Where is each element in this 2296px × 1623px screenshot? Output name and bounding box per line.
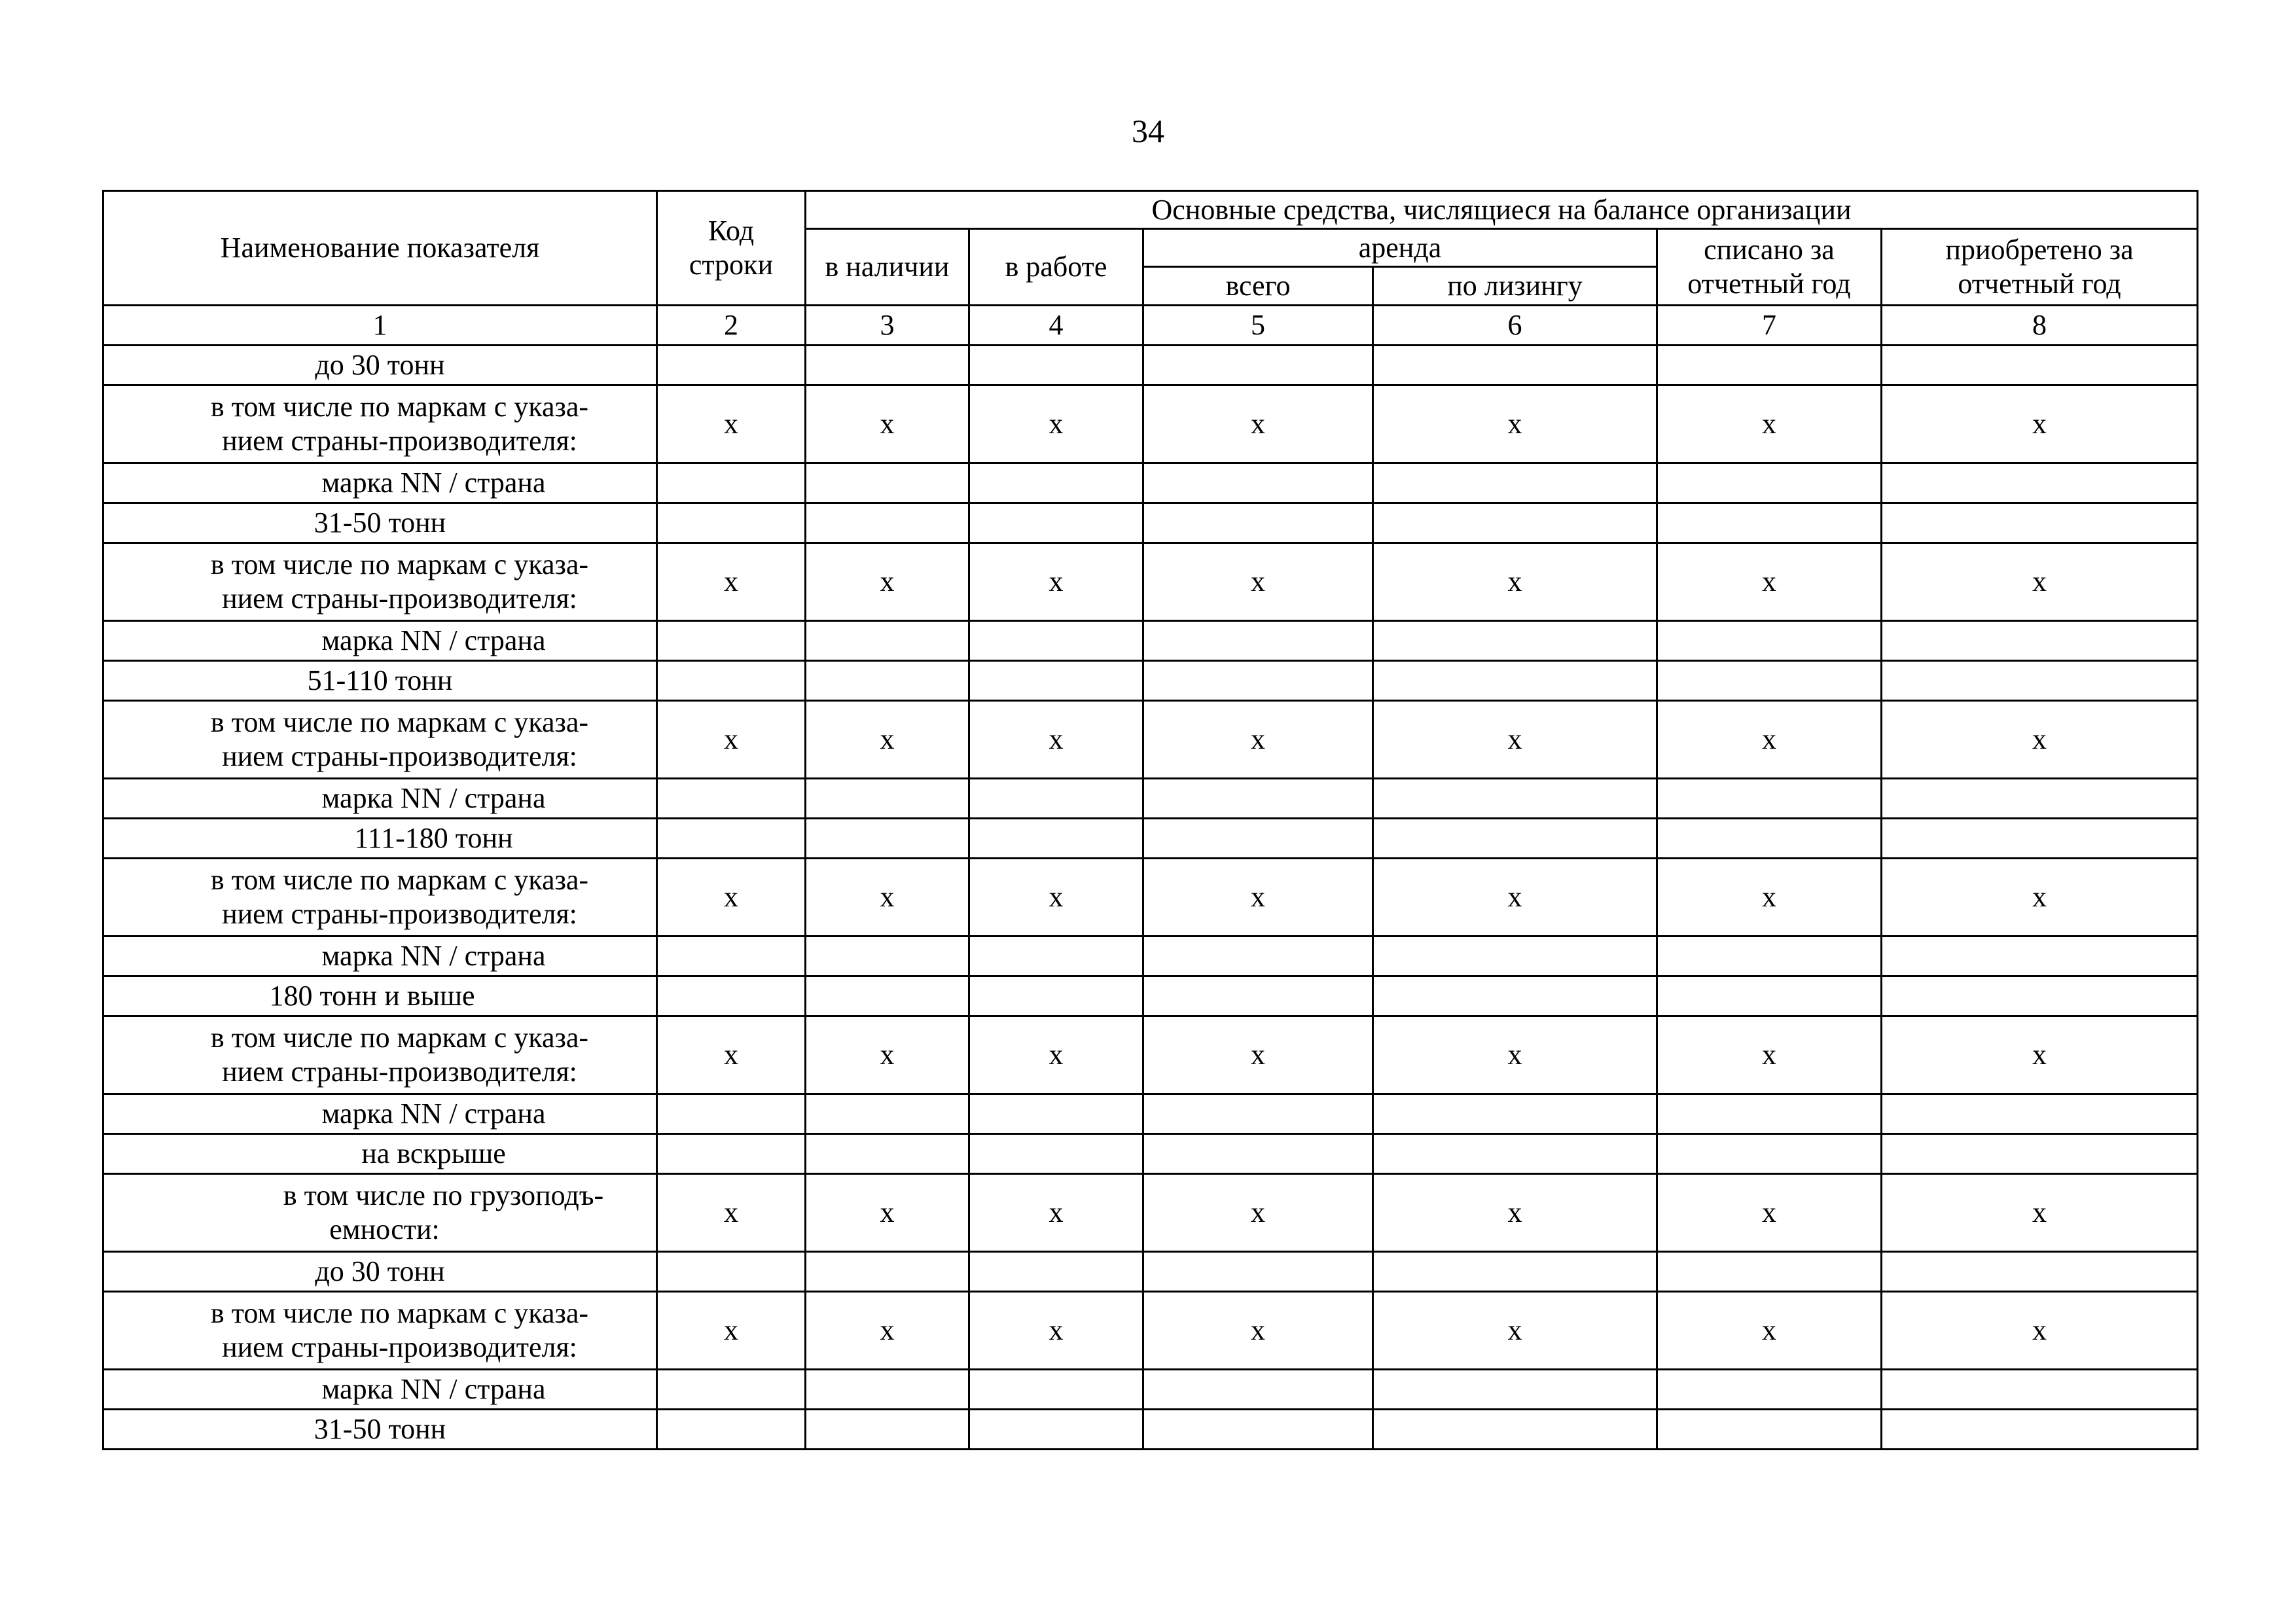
empty-value-cell: [1882, 779, 2198, 819]
empty-value-cell: [1882, 1252, 2198, 1292]
column-number: 4: [969, 306, 1143, 346]
table-row: [103, 1094, 2198, 1134]
table-row: [103, 543, 2198, 621]
empty-value-cell: [657, 1252, 806, 1292]
indicator-name-cell: марка NN / страна: [103, 1370, 657, 1410]
indicator-name-cell: марка NN / страна: [103, 621, 657, 661]
x-mark-cell: x: [657, 543, 806, 621]
empty-value-cell: [1882, 503, 2198, 543]
column-number: 8: [1882, 306, 2198, 346]
x-mark-cell: x: [1143, 1292, 1373, 1370]
table-row: [103, 936, 2198, 976]
empty-value-cell: [969, 1134, 1143, 1174]
empty-value-cell: [806, 1370, 969, 1410]
x-mark-cell: x: [806, 1016, 969, 1094]
empty-value-cell: [969, 819, 1143, 859]
x-mark-cell: x: [1143, 859, 1373, 936]
x-mark-cell: x: [806, 701, 969, 779]
fixed-assets-table: [102, 190, 2198, 1450]
empty-value-cell: [1373, 503, 1657, 543]
header-name-column: Наименование показателя: [103, 191, 657, 306]
indicator-name-cell: [103, 1016, 657, 1094]
column-number: 1: [103, 306, 657, 346]
empty-value-cell: [1373, 621, 1657, 661]
empty-value-cell: [806, 936, 969, 976]
x-mark-cell: x: [806, 859, 969, 936]
empty-value-cell: [806, 1252, 969, 1292]
x-mark-cell: x: [1143, 1016, 1373, 1094]
indicator-name-line: в том числе по маркам с указа-: [210, 1297, 589, 1329]
indicator-name-cell: [103, 701, 657, 779]
indicator-name-cell: марка NN / страна: [103, 1094, 657, 1134]
empty-value-cell: [806, 503, 969, 543]
indicator-name-cell: 111-180 тонн: [103, 819, 657, 859]
empty-value-cell: [1373, 346, 1657, 385]
empty-value-cell: [1373, 936, 1657, 976]
empty-value-cell: [1882, 346, 2198, 385]
empty-value-cell: [657, 661, 806, 701]
empty-value-cell: [806, 1410, 969, 1450]
empty-value-cell: [1657, 779, 1882, 819]
empty-value-cell: [806, 976, 969, 1016]
x-mark-cell: x: [657, 1174, 806, 1252]
x-mark-cell: x: [969, 859, 1143, 936]
empty-value-cell: [1657, 1410, 1882, 1450]
indicator-name-line: в том числе по маркам с указа-: [210, 864, 589, 896]
empty-value-cell: [1143, 621, 1373, 661]
x-mark-cell: x: [1882, 1292, 2198, 1370]
empty-value-cell: [657, 1370, 806, 1410]
table-row: [103, 463, 2198, 503]
table-row: [103, 1134, 2198, 1174]
table-row: [103, 1292, 2198, 1370]
x-mark-cell: x: [1882, 859, 2198, 936]
indicator-name-cell: марка NN / страна: [103, 779, 657, 819]
x-mark-cell: x: [1143, 1174, 1373, 1252]
x-mark-cell: x: [969, 1174, 1143, 1252]
column-number: 2: [657, 306, 806, 346]
empty-value-cell: [1657, 661, 1882, 701]
empty-value-cell: [806, 463, 969, 503]
empty-value-cell: [1143, 346, 1373, 385]
header-available-text: в наличии: [825, 251, 950, 283]
column-number: 3: [806, 306, 969, 346]
empty-value-cell: [657, 779, 806, 819]
indicator-name-line: в том числе по маркам с указа-: [210, 1022, 589, 1054]
page-number: 34: [1132, 113, 1164, 149]
empty-value-cell: [657, 976, 806, 1016]
table-row: [103, 661, 2198, 701]
x-mark-cell: x: [806, 1174, 969, 1252]
x-mark-cell: x: [1373, 543, 1657, 621]
column-number: 6: [1373, 306, 1657, 346]
x-mark-cell: x: [1373, 385, 1657, 463]
x-mark-cell: x: [1657, 1016, 1882, 1094]
indicator-name-cell: [103, 1174, 657, 1252]
empty-value-cell: [806, 346, 969, 385]
empty-value-cell: [969, 779, 1143, 819]
table-row: [103, 976, 2198, 1016]
empty-value-cell: [1882, 1410, 2198, 1450]
empty-value-cell: [1657, 621, 1882, 661]
empty-value-cell: [657, 1134, 806, 1174]
table-row: [103, 819, 2198, 859]
indicator-name-cell: марка NN / страна: [103, 936, 657, 976]
indicator-name-line: нием страны-производителя:: [222, 1331, 577, 1363]
empty-value-cell: [969, 976, 1143, 1016]
x-mark-cell: x: [969, 701, 1143, 779]
x-mark-cell: x: [1882, 543, 2198, 621]
x-mark-cell: x: [1657, 1292, 1882, 1370]
empty-value-cell: [1882, 1094, 2198, 1134]
x-mark-cell: x: [1882, 1174, 2198, 1252]
header-rent: аренда: [1143, 229, 1657, 267]
empty-value-cell: [1373, 1094, 1657, 1134]
table-row: [103, 1174, 2198, 1252]
indicator-name-line: в том числе по маркам с указа-: [210, 548, 589, 580]
x-mark-cell: x: [1657, 543, 1882, 621]
empty-value-cell: [1143, 1134, 1373, 1174]
empty-value-cell: [806, 661, 969, 701]
x-mark-cell: x: [1657, 701, 1882, 779]
indicator-name-line: в том числе по грузоподъ-: [283, 1179, 604, 1211]
indicator-name-cell: 51-110 тонн: [103, 661, 657, 701]
x-mark-cell: x: [969, 1292, 1143, 1370]
empty-value-cell: [1657, 1094, 1882, 1134]
indicator-name-cell: до 30 тонн: [103, 346, 657, 385]
header-available: [806, 229, 969, 306]
empty-value-cell: [1143, 936, 1373, 976]
empty-value-cell: [1143, 1094, 1373, 1134]
empty-value-cell: [657, 936, 806, 976]
x-mark-cell: x: [1373, 859, 1657, 936]
x-mark-cell: x: [1373, 701, 1657, 779]
empty-value-cell: [1882, 661, 2198, 701]
x-mark-cell: x: [657, 1016, 806, 1094]
column-number: 5: [1143, 306, 1373, 346]
indicator-name-cell: [103, 385, 657, 463]
empty-value-cell: [969, 503, 1143, 543]
empty-value-cell: [1143, 779, 1373, 819]
empty-value-cell: [1882, 1134, 2198, 1174]
table-row: [103, 859, 2198, 936]
x-mark-cell: x: [1143, 385, 1373, 463]
indicator-name-cell: [103, 1292, 657, 1370]
indicator-name-line: нием страны-производителя:: [222, 898, 577, 930]
x-mark-cell: x: [969, 385, 1143, 463]
empty-value-cell: [1373, 1370, 1657, 1410]
empty-value-cell: [1657, 346, 1882, 385]
empty-value-cell: [1657, 503, 1882, 543]
empty-value-cell: [657, 1410, 806, 1450]
x-mark-cell: x: [1373, 1016, 1657, 1094]
empty-value-cell: [806, 1094, 969, 1134]
empty-value-cell: [1657, 819, 1882, 859]
empty-value-cell: [969, 1410, 1143, 1450]
empty-value-cell: [1143, 503, 1373, 543]
empty-value-cell: [1882, 976, 2198, 1016]
x-mark-cell: x: [1657, 385, 1882, 463]
header-in-work: в работе: [969, 229, 1143, 306]
indicator-name-cell: марка NN / страна: [103, 463, 657, 503]
x-mark-cell: x: [1373, 1174, 1657, 1252]
empty-value-cell: [1143, 976, 1373, 1016]
x-mark-cell: x: [657, 859, 806, 936]
header-rent-leasing: по лизингу: [1373, 267, 1657, 306]
table-row: [103, 1410, 2198, 1450]
empty-value-cell: [1882, 819, 2198, 859]
header-code-column: [657, 191, 806, 306]
table-row: [103, 346, 2198, 385]
empty-value-cell: [806, 1134, 969, 1174]
header-row-1: [103, 191, 2198, 229]
indicator-name-cell: до 30 тонн: [103, 1252, 657, 1292]
indicator-name-cell: [103, 859, 657, 936]
empty-value-cell: [657, 463, 806, 503]
empty-value-cell: [657, 346, 806, 385]
x-mark-cell: x: [657, 385, 806, 463]
empty-value-cell: [1657, 1134, 1882, 1174]
table-row: [103, 1016, 2198, 1094]
table-row: [103, 385, 2198, 463]
indicator-name-line: нием страны-производителя:: [222, 582, 577, 615]
indicator-name-line: в том числе по маркам с указа-: [210, 391, 589, 423]
indicator-name-line: нием страны-производителя:: [222, 425, 577, 457]
empty-value-cell: [1373, 463, 1657, 503]
x-mark-cell: x: [806, 1292, 969, 1370]
empty-value-cell: [1373, 779, 1657, 819]
x-mark-cell: x: [657, 1292, 806, 1370]
empty-value-cell: [806, 779, 969, 819]
empty-value-cell: [1657, 1370, 1882, 1410]
empty-value-cell: [1657, 463, 1882, 503]
x-mark-cell: x: [1882, 1016, 2198, 1094]
header-acquired-text: приобретено за отчетный год: [1945, 234, 2134, 300]
column-number: 7: [1657, 306, 1882, 346]
indicator-name-cell: 31-50 тонн: [103, 503, 657, 543]
empty-value-cell: [969, 463, 1143, 503]
x-mark-cell: x: [1143, 543, 1373, 621]
indicator-name-cell: 31-50 тонн: [103, 1410, 657, 1450]
indicator-name-cell: [103, 543, 657, 621]
empty-value-cell: [1882, 1370, 2198, 1410]
x-mark-cell: x: [1882, 385, 2198, 463]
indicator-name-cell: 180 тонн и выше: [103, 976, 657, 1016]
empty-value-cell: [969, 1094, 1143, 1134]
empty-value-cell: [1373, 976, 1657, 1016]
empty-value-cell: [1373, 1134, 1657, 1174]
empty-value-cell: [1882, 936, 2198, 976]
indicator-name-line: нием страны-производителя:: [222, 740, 577, 772]
empty-value-cell: [1882, 621, 2198, 661]
empty-value-cell: [969, 621, 1143, 661]
empty-value-cell: [1373, 819, 1657, 859]
empty-value-cell: [657, 503, 806, 543]
empty-value-cell: [969, 346, 1143, 385]
empty-value-cell: [969, 661, 1143, 701]
x-mark-cell: x: [1373, 1292, 1657, 1370]
x-mark-cell: x: [1143, 701, 1373, 779]
empty-value-cell: [657, 621, 806, 661]
x-mark-cell: x: [1882, 701, 2198, 779]
indicator-name-line: емности:: [329, 1213, 440, 1245]
empty-value-cell: [1373, 1252, 1657, 1292]
empty-value-cell: [657, 819, 806, 859]
x-mark-cell: x: [969, 1016, 1143, 1094]
table-row: [103, 621, 2198, 661]
empty-value-cell: [1373, 661, 1657, 701]
column-numbers-row: [103, 306, 2198, 346]
header-written-off-text: списано за отчетный год: [1687, 234, 1851, 300]
table-row: [103, 1370, 2198, 1410]
x-mark-cell: x: [657, 701, 806, 779]
empty-value-cell: [1882, 463, 2198, 503]
empty-value-cell: [1143, 1410, 1373, 1450]
header-rent-total: всего: [1143, 267, 1373, 306]
empty-value-cell: [1373, 1410, 1657, 1450]
x-mark-cell: x: [969, 543, 1143, 621]
x-mark-cell: x: [1657, 859, 1882, 936]
empty-value-cell: [657, 1094, 806, 1134]
indicator-name-line: в том числе по маркам с указа-: [210, 706, 589, 738]
x-mark-cell: x: [1657, 1174, 1882, 1252]
empty-value-cell: [969, 936, 1143, 976]
table-row: [103, 779, 2198, 819]
indicator-name-line: нием страны-производителя:: [222, 1056, 577, 1088]
empty-value-cell: [969, 1370, 1143, 1410]
empty-value-cell: [1657, 936, 1882, 976]
empty-value-cell: [1143, 819, 1373, 859]
indicator-name-cell: на вскрыше: [103, 1134, 657, 1174]
empty-value-cell: [1143, 1252, 1373, 1292]
header-code-text: Код строки: [689, 215, 774, 281]
table-row: [103, 503, 2198, 543]
header-group: Основные средства, числящиеся на балансе организации: [806, 191, 2198, 229]
empty-value-cell: [969, 1252, 1143, 1292]
table-row: [103, 1252, 2198, 1292]
empty-value-cell: [1657, 976, 1882, 1016]
header-acquired: [1882, 229, 2198, 306]
x-mark-cell: x: [806, 385, 969, 463]
empty-value-cell: [806, 819, 969, 859]
empty-value-cell: [1143, 661, 1373, 701]
empty-value-cell: [806, 621, 969, 661]
empty-value-cell: [1143, 463, 1373, 503]
x-mark-cell: x: [806, 543, 969, 621]
empty-value-cell: [1657, 1252, 1882, 1292]
header-written-off: [1657, 229, 1882, 306]
empty-value-cell: [1143, 1370, 1373, 1410]
table-row: [103, 701, 2198, 779]
